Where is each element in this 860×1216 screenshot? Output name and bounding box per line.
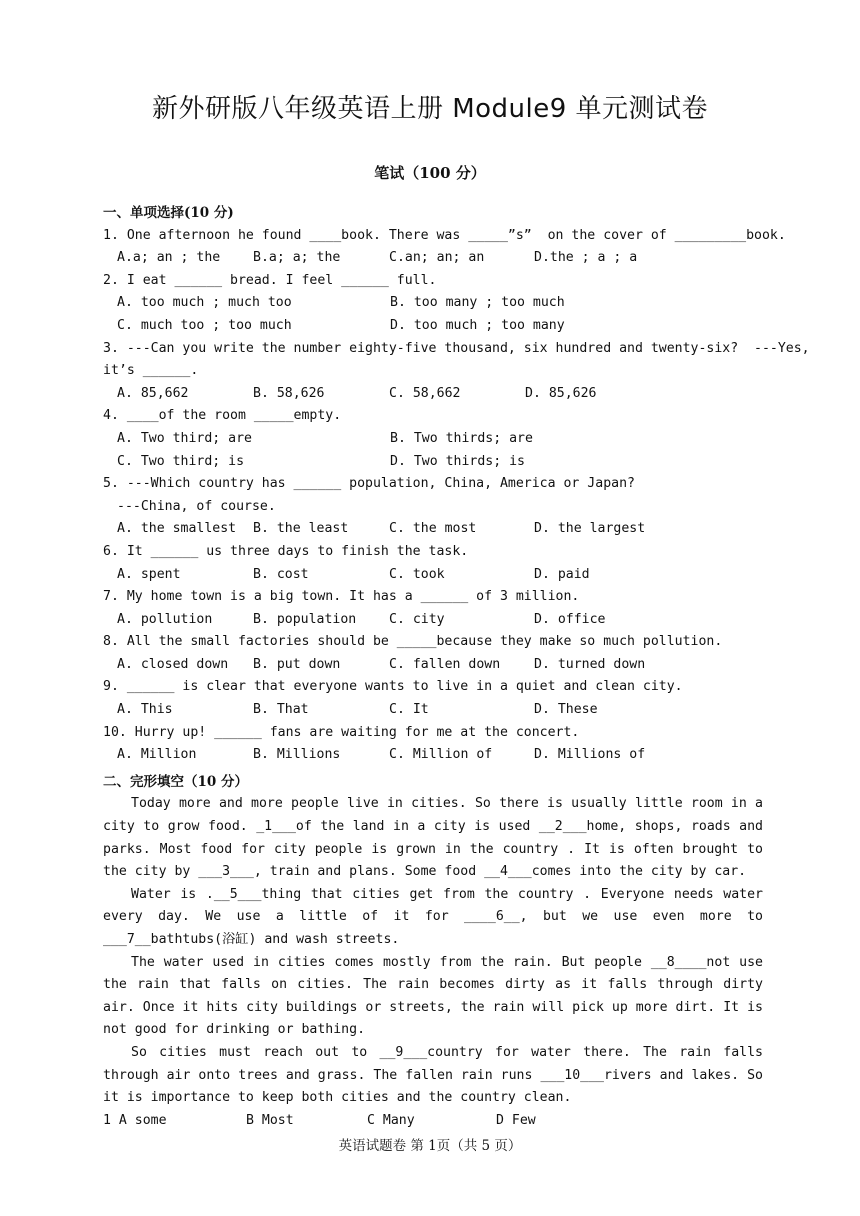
option-d: D. too much ; too many <box>390 317 565 333</box>
option-a: A. the smallest <box>117 521 237 537</box>
question-text: 10. Hurry up! ______ fans are waiting for me at the concert. <box>103 724 580 740</box>
option-b: B. put down <box>253 656 341 672</box>
option-c: C. It <box>389 702 429 718</box>
option-d: D. Two thirds; is <box>390 453 525 469</box>
option-a: A. spent <box>117 566 181 582</box>
exam-content <box>103 198 810 1132</box>
option-a: A. pollution <box>117 611 213 627</box>
exam-subtitle: 笔试（100 分） <box>374 164 486 182</box>
question-text: 7. My home town is a big town. It has a ______ of 3 million. <box>103 589 580 605</box>
question-text-continued: it’s ______. <box>103 363 199 379</box>
question-options <box>103 383 763 406</box>
question-text-continued: ---China, of course. <box>117 498 276 514</box>
passage-paragraph: Today more and more people live in cities. So there is usually little room in a city to grow food. _1___of the land in a city is used __2___home, shops, roads and parks. Most food for city people is grown in the country . It is often brought to the city by ___3___, train and plans. Some food __4___comes into the city by car. <box>103 796 763 880</box>
option-c: C. Two third; is <box>117 453 245 469</box>
option-b: B. population <box>253 611 357 627</box>
question-options <box>103 451 763 474</box>
option-c: C. 58,662 <box>389 385 461 401</box>
question-options <box>103 518 763 541</box>
option-c: C. Million of <box>389 747 493 763</box>
option-a: A. This <box>117 702 173 718</box>
option-d: D. turned down <box>534 656 646 672</box>
option-d: D.the ; a ; a <box>534 250 638 266</box>
question-options <box>103 292 763 315</box>
question-options <box>103 654 763 677</box>
option-d: D Few <box>496 1112 536 1128</box>
option-a: A. closed down <box>117 656 229 672</box>
option-c: C. much too ; too much <box>117 317 292 333</box>
option-d: D. 85,626 <box>525 385 597 401</box>
option-a: A. too much ; much too <box>117 295 292 311</box>
page-footer: 英语试题卷 第 1页（共 5 页） <box>338 1138 522 1154</box>
option-a: A. 85,662 <box>117 385 189 401</box>
option-c: C. city <box>389 611 445 627</box>
option-b: B. the least <box>253 521 349 537</box>
cloze-answer-options <box>103 1110 763 1133</box>
option-d: D. office <box>534 611 606 627</box>
question-options <box>103 428 763 451</box>
section-heading-multiple-choice: 一、单项选择(10 分) <box>103 205 234 221</box>
question-options <box>103 315 763 338</box>
document-title: 新外研版八年级英语上册 Module9 单元测试卷 <box>151 94 709 124</box>
option-c: C. fallen down <box>389 656 501 672</box>
option-a: A. Two third; are <box>117 430 252 446</box>
section-heading-cloze: 二、完形填空（10 分） <box>103 773 248 790</box>
question-options <box>103 564 763 587</box>
option-b: B.a; a; the <box>253 250 341 266</box>
option-b: B. That <box>253 702 309 718</box>
question-options <box>103 609 763 632</box>
question-text: 2. I eat ______ bread. I feel ______ full. <box>103 272 437 288</box>
option-c: C.an; an; an <box>389 250 485 266</box>
option-d: D. These <box>534 702 598 718</box>
passage-paragraph: The water used in cities comes mostly from the rain. But people __8____not use the rain that falls on cities. The rain becomes dirty as it falls through dirty air. Once it hits city buildings or streets, the rain will pick up more dirt. It is not good for drinking or bathing. <box>103 954 763 1038</box>
option-b: B. Two thirds; are <box>390 430 533 446</box>
question-text: 5. ---Which country has ______ population, China, America or Japan? <box>103 476 635 492</box>
question-text: 6. It ______ us three days to finish the task. <box>103 543 469 559</box>
option-c: C. took <box>389 566 445 582</box>
question-options <box>103 247 763 270</box>
option-a: A. Million <box>117 747 197 763</box>
question-options <box>103 744 763 767</box>
option-b: B. Millions <box>253 747 341 763</box>
option-c: C. the most <box>389 521 477 537</box>
passage-paragraph: Water is .__5___thing that cities get from the country . Everyone needs water every day. We use a little of it for ____6__, but we use even more to ___7__bathtubs(浴缸) and wash streets. <box>103 886 763 947</box>
option-d: D. the largest <box>534 521 646 537</box>
question-text: 8. All the small factories should be _____because they make so much pollution. <box>103 634 723 650</box>
question-text: 1. One afternoon he found ____book. There was _____”s” on the cover of _________book. <box>103 227 786 243</box>
option-a: A.a; an ; the <box>117 250 221 266</box>
question-text: 4. ____of the room _____empty. <box>103 408 342 424</box>
option-b: B Most <box>246 1112 294 1128</box>
passage-paragraph: So cities must reach out to __9___country for water there. The rain falls through air onto trees and grass. The fallen rain runs ___10___rivers and lakes. So it is importance to keep both cities and the country clean. <box>103 1044 763 1106</box>
cloze-passage <box>103 793 763 1109</box>
option-c: C Many <box>367 1112 415 1128</box>
option-b: B. cost <box>253 566 309 582</box>
question-text: 9. ______ is clear that everyone wants to live in a quiet and clean city. <box>103 679 683 695</box>
option-d: D. paid <box>534 566 590 582</box>
question-text: 3. ---Can you write the number eighty-five thousand, six hundred and twenty-six? ---Yes, <box>103 340 810 356</box>
option-b: B. 58,626 <box>253 385 325 401</box>
option-b: B. too many ; too much <box>390 295 565 311</box>
question-options <box>103 699 763 722</box>
option-d: D. Millions of <box>534 747 646 763</box>
option-a: 1 A some <box>103 1112 167 1128</box>
